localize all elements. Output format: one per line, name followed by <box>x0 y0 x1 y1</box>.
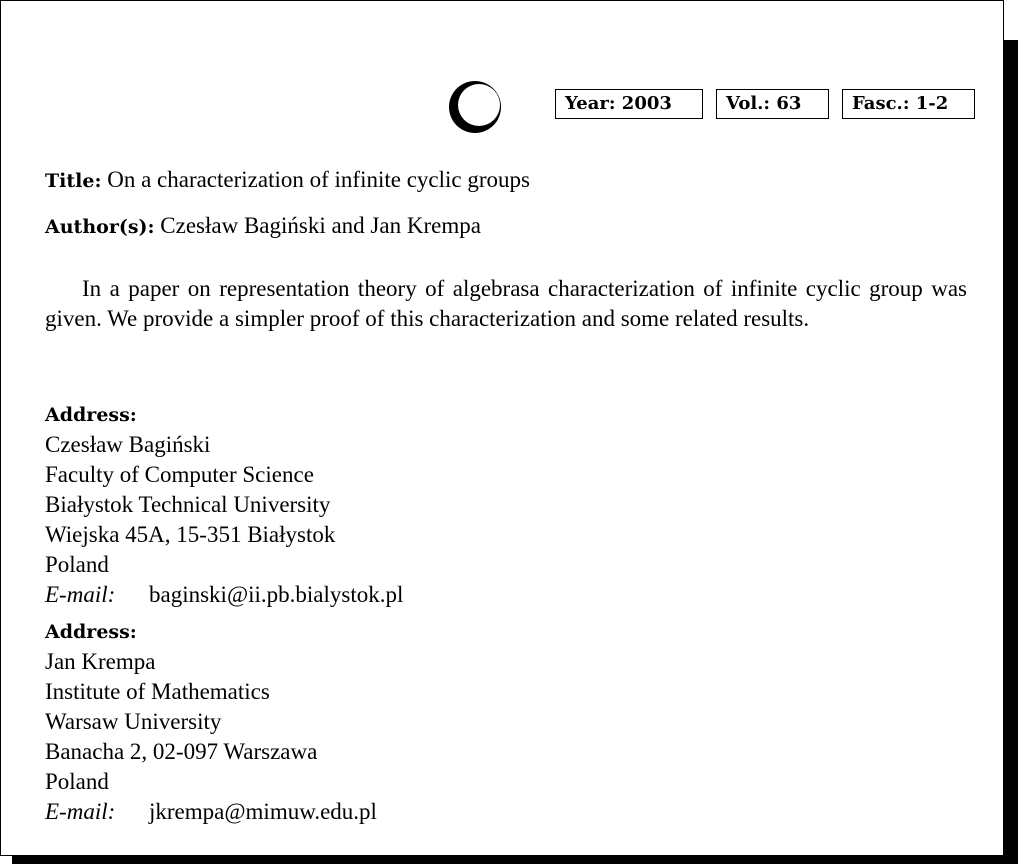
address-heading: Address: <box>45 404 137 426</box>
authors-row <box>45 213 481 239</box>
address-name: Czesław Bagiński <box>45 432 211 457</box>
crescent-logo-icon <box>448 80 502 134</box>
address-line: Faculty of Computer Science <box>45 462 314 487</box>
address-country: Poland <box>45 769 109 794</box>
email-address: baginski@ii.pb.bialystok.pl <box>149 582 404 607</box>
email-row <box>45 797 377 827</box>
volume-box: Vol.: 63 <box>716 89 829 119</box>
email-address: jkrempa@mimuw.edu.pl <box>149 799 377 824</box>
address-line: Wiejska 45A, 15-351 Białystok <box>45 522 336 547</box>
address-block-2 <box>45 617 377 827</box>
year-box: Year: 2003 <box>555 89 703 119</box>
fascicle-box: Fasc.: 1-2 <box>842 89 975 119</box>
address-line: Banacha 2, 02-097 Warszawa <box>45 739 318 764</box>
authors-label: Author(s): <box>45 216 155 238</box>
address-heading: Address: <box>45 621 137 643</box>
address-line: Białystok Technical University <box>45 492 331 517</box>
email-row <box>45 580 403 610</box>
email-label: E-mail: <box>45 799 116 824</box>
title-row <box>45 167 530 193</box>
paper-authors: Czesław Bagiński and Jan Krempa <box>160 213 481 238</box>
address-country: Poland <box>45 552 109 577</box>
paper-title: On a characterization of infinite cyclic groups <box>107 167 530 192</box>
address-name: Jan Krempa <box>45 649 156 674</box>
address-line: Institute of Mathematics <box>45 679 270 704</box>
email-label: E-mail: <box>45 582 116 607</box>
title-label: Title: <box>45 170 102 192</box>
abstract-paragraph: In a paper on representation theory of algebrasa characterization of infinite cyclic group was given. We provide a simpler proof of this characterization and some related results. <box>45 276 967 331</box>
address-line: Warsaw University <box>45 709 222 734</box>
address-block-1 <box>45 400 403 610</box>
